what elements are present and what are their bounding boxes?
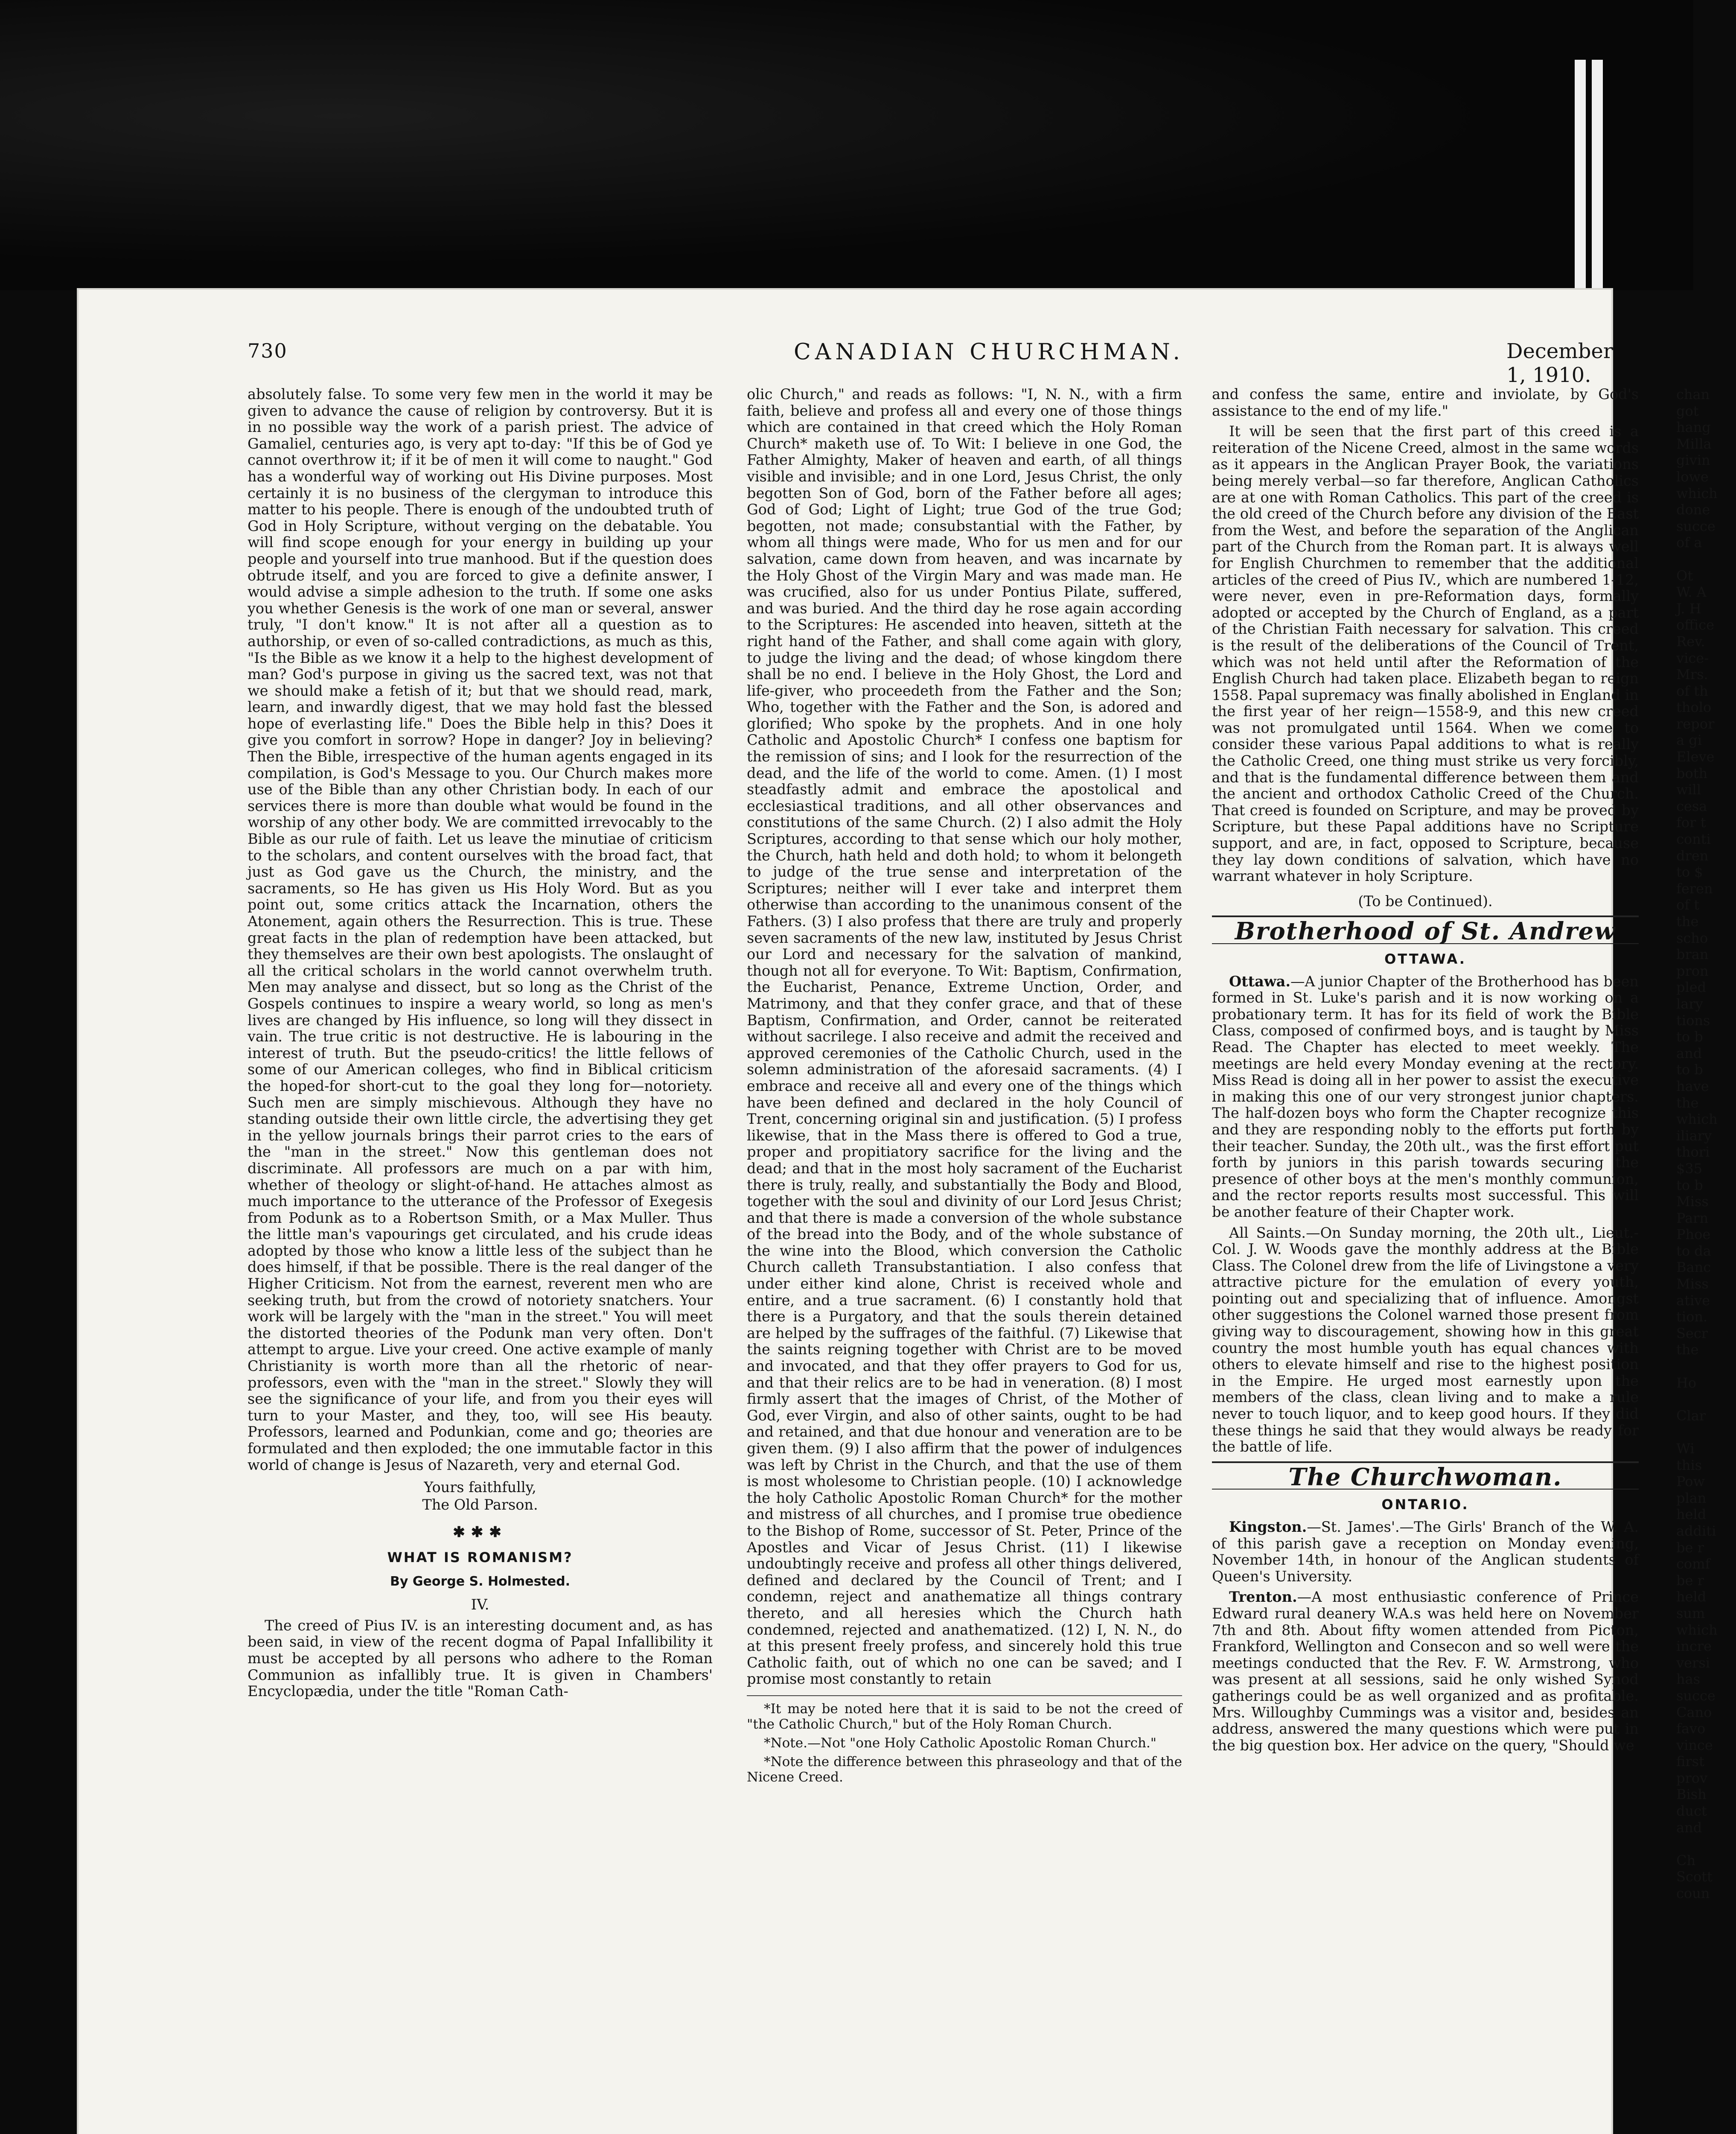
fragment-line: Milla	[1676, 435, 1712, 452]
fragment-line: plan	[1676, 1490, 1707, 1506]
fragment-line: Eleve	[1676, 749, 1715, 765]
fragment-line: additi	[1676, 1522, 1716, 1539]
fragment-line: office	[1676, 617, 1715, 633]
fragment-line: repor	[1676, 715, 1715, 732]
creed-paragraph: olic Church," and reads as follows: "I, N. N., with a firm faith, believe and profess all and every one of those things which are contained in that creed which the Holy Roman Church* maketh use of. To Wit: I believe in one God, the Father Almighty, Maker of heaven and earth, of all things visible and invisible; and in one Lord, Jesus Christ, the only begotten Son of God, born of the Father before all ages; God of God; Light of Light; true God of the true God; begotten, not made; consubstantial with the Father, by whom all things were made, Who for us men and for our salvation, came down from heaven, and was incarnate by the Holy Ghost of the Virgin Mary and was made man. He was crucified, also for us under Pontius Pilate, suffered, and was buried. And the third day he rose again according to the Scriptures: He ascended into heaven, sitteth at the right hand of the Father, and shall come again with glory, to judge the living and the dead; of whose kingdom there shall be no end. I believe in the Holy Ghost, the Lord and life-giver, who proceedeth from the Father and the Son; Who, together with the Father and the Son, is adored and glorified; Who spoke by the prophets. And in one holy Catholic and Apostolic Church* I confess one baptism for the remission of sins; and I look for the resurrection of the dead, and the life of the world to come. Amen. (1) I most steadfastly admit and embrace the apostolical and ecclesiastical traditions, and all other observances and constitutions of the same Church. (2) I also admit the Holy Scriptures, according to that sense which our holy mother, the Church, hath held and doth hold; to whom it belongeth to judge of the true sense and interpretation of the Scriptures; neither will I ever take and interpret them otherwise than according to the unanimous consent of the Fathers. (3) I also profess that there are truly and properly seven sacraments of the new law, instituted by Jesus Christ our Lord and necessary for the salvation of mankind, though not all for everyone. To Wit: Baptism, Confirmation, the Eucharist, Penance, Extreme Unction, Order, and Matrimony, and that they confer grace, and that of these Baptism, Confirmation, and Order, cannot be reiterated without sacrilege. I also receive and admit the received and approved ceremonies of the Catholic Church, used in the solemn administration of the aforesaid sacraments. (4) I embrace and receive all and every one of the things which have been defined and declared in the holy Council of Trent, concerning original sin and justification. (5) I profess likewise, that in the Mass there is offered to God a true, proper and propitiatory sacrifice for the living and the dead; and that in the most holy sacrament of the Eucharist there is truly, really, and substantially the Body and Blood, together with the soul and divinity of our Lord Jesus Christ; and that there is made a conversion of the whole substance of the bread into the Body, and of the whole substance of the wine into the Blood, which conversion the Catholic Church calleth Transubstantiation. I also confess that under either kind alone, Christ is received whole and entire, and a true sacrament. (6) I constantly hold that there is a Purgatory, and that the souls therein detained are helped by the suffrages of the faithful. (7) Likewise that the saints reigning together with Christ are to be moved and invocated, and that they offer prayers to God for us, and that their relics are to be had in veneration. (8) I most firmly assert that the images of Christ, of the Mother of God, ever Virgin, and also of other saints, ought to be had and retained, and that due honour and veneration are to be given them. (9) I also affirm that the power of indulgences was left by Christ in the Church, and that the use of them is most wholesome to Christian people. (10) I acknowledge the holy Catholic Apostolic Roman Church* for the mother and mistress of all churches, and I promise true obedience to the Bishop of Rome, successor of St. Peter, Prince of the Apostles and Vicar of Jesus Christ. (11) I likewise undoubtingly receive and profess all other things delivered, defined and declared by the Council of Trent; and I condemn, reject and anathematize all things contrary thereto, and all heresies which the Church hath condemned, rejected and anathematized. (12) I, N. N., do at this present freely profess, and sincerely hold this true Catholic faith, out of which no one can be saved; and I promise most constantly to retain	[747, 386, 1182, 1688]
fragment-line: Miss	[1676, 1276, 1709, 1292]
microfilm-dark-margin-top	[0, 0, 1693, 290]
news-item-text: —A junior Chapter of the Brotherhood has been formed in St. Luke's parish and it is now working on a probationary term. It has for its field of work the Bible Class, composed of confirmed boys, and is taught by Miss Read. The Chapter has elected to meet weekly. The meetings are held every Monday evening at the rectory. Miss Read is doing all in her power to assist the executive in making this one of our very strongest junior chapters. The half-dozen boys who form the Chapter recognize this and they are responding nobly to the efforts put forth by their teacher. Sunday, the 20th ult., was the first effort put forth by juniors in this parish towards securing the presence of other boys at the men's monthly communion, and the rector reports results most successful. This will be another feature of their Chapter work.	[1212, 973, 1639, 1220]
fragment-line: Miss	[1676, 1193, 1709, 1210]
fragment-line: givin	[1676, 452, 1710, 469]
fragment-line: the	[1676, 1094, 1699, 1111]
fragment-line: Pow	[1676, 1473, 1705, 1490]
fragment-line: for t	[1676, 814, 1706, 831]
fragment-line: Parn	[1676, 1210, 1709, 1226]
issue-date: December 1, 1910.	[1506, 339, 1613, 387]
newspaper-page	[77, 288, 1718, 2134]
fragment-line: to $	[1676, 864, 1703, 880]
fragment-line: Secr	[1676, 1325, 1708, 1341]
column-1	[248, 386, 713, 2134]
page-number: 730	[248, 339, 288, 362]
article-paragraph: and confess the same, entire and inviolate, by God's assistance to the end of my life."	[1212, 386, 1639, 419]
fragment-line: held	[1676, 1589, 1707, 1605]
fragment-line: Rev.	[1676, 633, 1705, 650]
letter-signoff	[248, 1479, 713, 1513]
column-3	[1212, 386, 1639, 2134]
fragment-line: got	[1676, 402, 1699, 419]
fragment-line: first	[1676, 1753, 1704, 1770]
fragment-line: and	[1676, 1819, 1702, 1836]
letter-paragraph: absolutely false. To some very few men in the world it may be given to advance the cause of religion by controversy. But it is in no possible way the work of a parish priest. The advice of Gamaliel, centuries ago, is very apt to-day: "If this be of God ye cannot overthrow it; if it be of men it will come to naught." God has a wonderful way of working out His Divine purposes. Most certainly it is no business of the clergyman to introduce this matter to his people. There is enough of the undoubted truth of God in Holy Scripture, without verging on the debatable. You will find scope enough for your energy in building up your people and yourself into true manhood. But if the question does obtrude itself, and you are forced to give a definite answer, I would advise a simple adhesion to the truth. If some one asks you whether Genesis is the work of one man or several, answer truly, "I don't know." It is not after all a question as to authorship, or even of so-called contradictions, as much as this, "Is the Bible as we know it a help to the highest development of man? God's purpose in giving us the sacred text, was not that we should make a fetish of it; but that we should read, mark, learn, and inwardly digest, that we may hold fast the blessed hope of everlasting life." Does the Bible help in this? Does it give you comfort in sorrow? Hope in danger? Joy in believing? Then the Bible, irrespective of the human agents engaged in its compilation, is God's Message to you. Our Church makes more use of the Bible than any other Christian body. In each of our services there is more than double what would be found in the worship of any other body. We are committed irrevocably to the Bible as our rule of faith. Let us leave the minutiae of criticism to the scholars, and content ourselves with the broad fact, that just as God gave us the Church, the ministry, and the sacraments, so He has given us His Holy Word. But as you point out, some critics attack the Incarnation, others the Atonement, again others the Resurrection. This is true. These great facts in the plan of redemption have been attacked, but they themselves are their own best apologists. The onslaught of all the critical scholars in the world cannot overwhelm truth. Men may analyse and dissect, but so long as the Christ of the Gospels continues to inspire a weary world, so long as men's lives are changed by His influence, so long will they dissect in vain. The true critic is not destructive. He is labouring in the interest of truth. But the pseudo-critics! the little fellows of some of our American colleges, who find in Biblical criticism the hoped-for short-cut to the goal they long for—notoriety. Such men are simply mischievous. Although they have no standing outside their own little circle, the advertising they get in the yellow journals brings their parrot cries to the ears of the "man in the street." Now this gentleman does not discriminate. All professors are much on a par with him, whether of theology or slight-of-hand. He attaches almost as much importance to the utterance of the Professor of Exegesis from Podunk as to a Robertson Smith, or a Max Muller. Thus the little man's vapourings get circulated, and his crude ideas adopted by those who know a little less of the subject than he does himself, if that be possible. There is the real danger of the Higher Criticism. Not from the earnest, reverent men who are seeking truth, but from the crowd of notoriety snatchers. Your work will be largely with the "man in the street." You will meet the distorted theories of the Podunk man very often. Don't attempt to argue. Live your creed. One active example of manly Christianity is worth more than all the rhetoric of near-professors, even with the "man in the street." Slowly they will see the significance of your life, and from you their eyes will turn to your Master, and they, too, will see His beauty. Professors, learned and Podunkian, come and go; theories are formulated and then exploded; the one immutable factor in this world of change is Jesus of Nazareth, very and eternal God.	[248, 386, 713, 1473]
fragment-line	[1676, 1358, 1736, 1375]
news-item-lead: Trenton.	[1229, 1589, 1297, 1606]
fragment-line: which	[1676, 485, 1718, 501]
fragment-line: held	[1676, 1506, 1707, 1523]
fragment-line: lary	[1676, 995, 1703, 1012]
fragment-line: Banc	[1676, 1259, 1711, 1276]
continued-notice: (To be Continued).	[1358, 892, 1493, 910]
fragment-line: prov	[1676, 1770, 1708, 1786]
news-item	[1212, 974, 1639, 1221]
fragment-line: pled	[1676, 979, 1707, 996]
signoff-closing: Yours faithfully,	[424, 1479, 536, 1496]
section-banner-churchwoman: The Churchwoman.	[1288, 1463, 1562, 1491]
fragment-line: Phoe	[1676, 1226, 1711, 1243]
article-part-number: IV.	[471, 1596, 489, 1614]
fragment-line	[1676, 551, 1736, 568]
signoff-signature: The Old Parson.	[422, 1496, 538, 1513]
fragment-line: to da	[1676, 1242, 1711, 1259]
fragment-line: iliary	[1676, 1127, 1712, 1144]
fragment-line: vice-	[1676, 650, 1709, 666]
fragment-line: tions	[1676, 1012, 1710, 1029]
news-item	[1212, 1519, 1639, 1585]
fragment-line: to b	[1676, 1029, 1703, 1045]
fragment-line	[1676, 1391, 1736, 1408]
fragment-line: which	[1676, 1111, 1718, 1128]
fragment-line: the	[1676, 1341, 1699, 1358]
fragment-line: scho	[1676, 930, 1708, 946]
fragment-line: vince	[1676, 1737, 1713, 1753]
fragment-line: Cano	[1676, 1704, 1712, 1720]
fragment-line: coun	[1676, 1885, 1710, 1902]
news-item-text: All Saints.—On Sunday morning, the 20th ult., Lieut.-Col. J. W. Woods gave the monthly address at the Bible Class. The Colonel drew from the life of Livingstone a very attractive picture for the emulation of every youth, pointing out and specializing that of influence. Amongst other suggestions the Colonel warned those present from giving way to discouragement, showing how in this great country the most humble youth has equal chances with others to elevate himself and rise to the highest position in the Empire. He urged most earnestly upon the members of the class, clean living and to make a rule never to touch liquor, and to keep good hours. If they did these things he said that they would always be ready for the battle of life.	[1212, 1224, 1639, 1455]
fragment-line: thori	[1676, 1144, 1710, 1160]
running-title: CANADIAN CHURCHMAN.	[794, 339, 1184, 365]
fragment-line: feren	[1676, 880, 1713, 897]
fragment-line: incre	[1676, 1638, 1712, 1655]
section-subhead: OTTAWA.	[1384, 951, 1466, 967]
fragment-line: a gi	[1676, 732, 1702, 749]
fragment-line: Scott	[1676, 1869, 1713, 1885]
fragment-line: have	[1676, 1078, 1709, 1094]
fragment-line: dren	[1676, 847, 1709, 864]
fragment-line: bran	[1676, 946, 1709, 963]
fragment-line: succe	[1676, 1687, 1716, 1704]
article-byline: By George S. Holmested.	[390, 1574, 570, 1589]
fragment-line: duct	[1676, 1803, 1707, 1819]
column-2	[747, 386, 1182, 2134]
news-item-text: —St. James'.—The Girls' Branch of the W. A. of this parish gave a reception on Monday evening, November 14th, in honour of the Anglican students of Queen's University.	[1212, 1519, 1639, 1585]
fragment-line: ative	[1676, 1292, 1710, 1309]
section-divider-asterism: ✱✱✱	[453, 1524, 507, 1541]
news-item	[1212, 1225, 1639, 1455]
fragment-line: lowe	[1676, 468, 1709, 485]
fragment-line: of a	[1676, 534, 1702, 551]
fragment-line: Bish	[1676, 1786, 1707, 1803]
fragment-line: this	[1676, 1457, 1702, 1473]
fragment-line: hang	[1676, 419, 1711, 436]
fragment-line: tholo	[1676, 699, 1712, 716]
fragment-line: pron	[1676, 962, 1709, 979]
fragment-line: versi	[1676, 1654, 1710, 1671]
fragment-line: tion.	[1676, 1309, 1708, 1325]
column-4-fragments	[1676, 386, 1736, 2134]
fragment-line: Ch	[1676, 1852, 1696, 1869]
news-item	[1212, 1589, 1639, 1754]
fragment-line: Wi	[1676, 1440, 1695, 1457]
news-item-lead: Kingston.	[1229, 1519, 1307, 1535]
article-paragraph: It will be seen that the first part of this creed is a reiteration of the Nicene Creed, almost in the same words as it appears in the Anglican Prayer Book, the variations being merely verbal—so far therefore, Anglican Catholics are at one with Roman Catholics. This part of the creed is the old creed of the Church before any division of the East from the West, and before the separation of the Anglican part of the Church from the Roman part. It is always well for English Churchmen to remember that the additional articles of the creed of Pius IV., which are numbered 1-12, were never, even in pre-Reformation days, formally adopted or accepted by the Church of England, as a part of the Christian Faith necessary for salvation. This creed is the result of the deliberations of the Council of Trent, which was not held until after the Reformation of the English Church had taken place. Elizabeth began to reign 1558. Papal supremacy was finally abolished in England in the first year of her reign—1558-9, and this new creed was not promulgated until 1564. When we come to consider these various Papal additions to what is really the Catholic Creed, one thing must strike us very forcibly, and that is the fundamental difference between them and the ancient and orthodox Catholic Creed of the Church. That creed is founded on Scripture, and may be proved by Scripture, but these Papal additions have no Scripture support, and are, in fact, opposed to Scripture, because they lay down conditions of salvation, which have no warrant whatever in holy Scripture.	[1212, 423, 1639, 885]
fragment-line: W. A	[1676, 584, 1707, 601]
fragment-line: will	[1676, 781, 1701, 798]
fragment-line: of t	[1676, 897, 1700, 913]
footnote: *Note the difference between this phraseology and that of the Nicene Creed.	[747, 1754, 1182, 1785]
fragment-line: Ho	[1676, 1374, 1697, 1391]
fragment-line: chan	[1676, 386, 1710, 402]
fragment-line: cesa	[1676, 798, 1707, 814]
fragment-line: be r	[1676, 1572, 1704, 1589]
fragment-line: done	[1676, 501, 1710, 518]
footnote: *It may be noted here that it is said to be not the creed of "the Catholic Church," but of the Holy Roman Church.	[747, 1701, 1182, 1732]
fragment-line: favo	[1676, 1720, 1706, 1737]
fragment-line: and	[1676, 1045, 1702, 1061]
fragment-line: J. H	[1676, 600, 1701, 617]
fragment-line: Clar	[1676, 1407, 1706, 1424]
fragment-line: comf	[1676, 1556, 1710, 1572]
fragment-line: which	[1676, 1621, 1718, 1638]
section-banner-brotherhood: Brotherhood of St. Andrew	[1235, 917, 1616, 946]
fragment-line: sum	[1676, 1605, 1705, 1621]
fragment-line: to b	[1676, 1061, 1703, 1078]
article-title: WHAT IS ROMANISM?	[387, 1549, 573, 1566]
fragment-line: to b	[1676, 1177, 1703, 1193]
footnotes	[747, 1695, 1182, 1785]
fragment-line: of th	[1676, 682, 1708, 699]
footnote: *Note.—Not "one Holy Catholic Apostolic Roman Church."	[764, 1735, 1157, 1751]
fragment-line: Ot	[1676, 567, 1693, 584]
fragment-line: the	[1676, 913, 1699, 930]
fragment-line: succe	[1676, 518, 1716, 534]
article-paragraph: The creed of Pius IV. is an interesting document and, as has been said, in view of the recent dogma of Papal Infallibility it must be accepted by all persons who adhere to the Roman Communion as infallibly true. It is given in Chambers' Encyclopædia, under the title "Roman Cath-	[248, 1617, 713, 1700]
page-header	[248, 339, 1613, 387]
fragment-line: be r	[1676, 1539, 1704, 1556]
fragment-line	[1676, 1424, 1736, 1440]
section-subhead: ONTARIO.	[1381, 1496, 1469, 1513]
news-item-lead: Ottawa.	[1229, 973, 1291, 990]
fragment-line: conti	[1676, 831, 1711, 848]
news-item-text: —A most enthusiastic conference of Prince Edward rural deanery W.A.s was held here on November 7th and 8th. About fifty women attended from Picton, Frankford, Wellington and Consecon and so well were the meetings conducted that the Rev. F. W. Armstrong, who was present at all sessions, said he only wished Synod gatherings could be as well organized and as profitable. Mrs. Willoughby Cummings was a visitor and, besides an address, answered the many questions which were put in the big question box. Her advice on the query, "Should we	[1212, 1589, 1639, 1754]
fragment-line: Mrs.	[1676, 666, 1708, 683]
fragment-line	[1676, 1836, 1736, 1852]
fragment-line: both	[1676, 765, 1708, 781]
fragment-line: has	[1676, 1671, 1701, 1688]
fragment-line: $35	[1676, 1160, 1703, 1177]
